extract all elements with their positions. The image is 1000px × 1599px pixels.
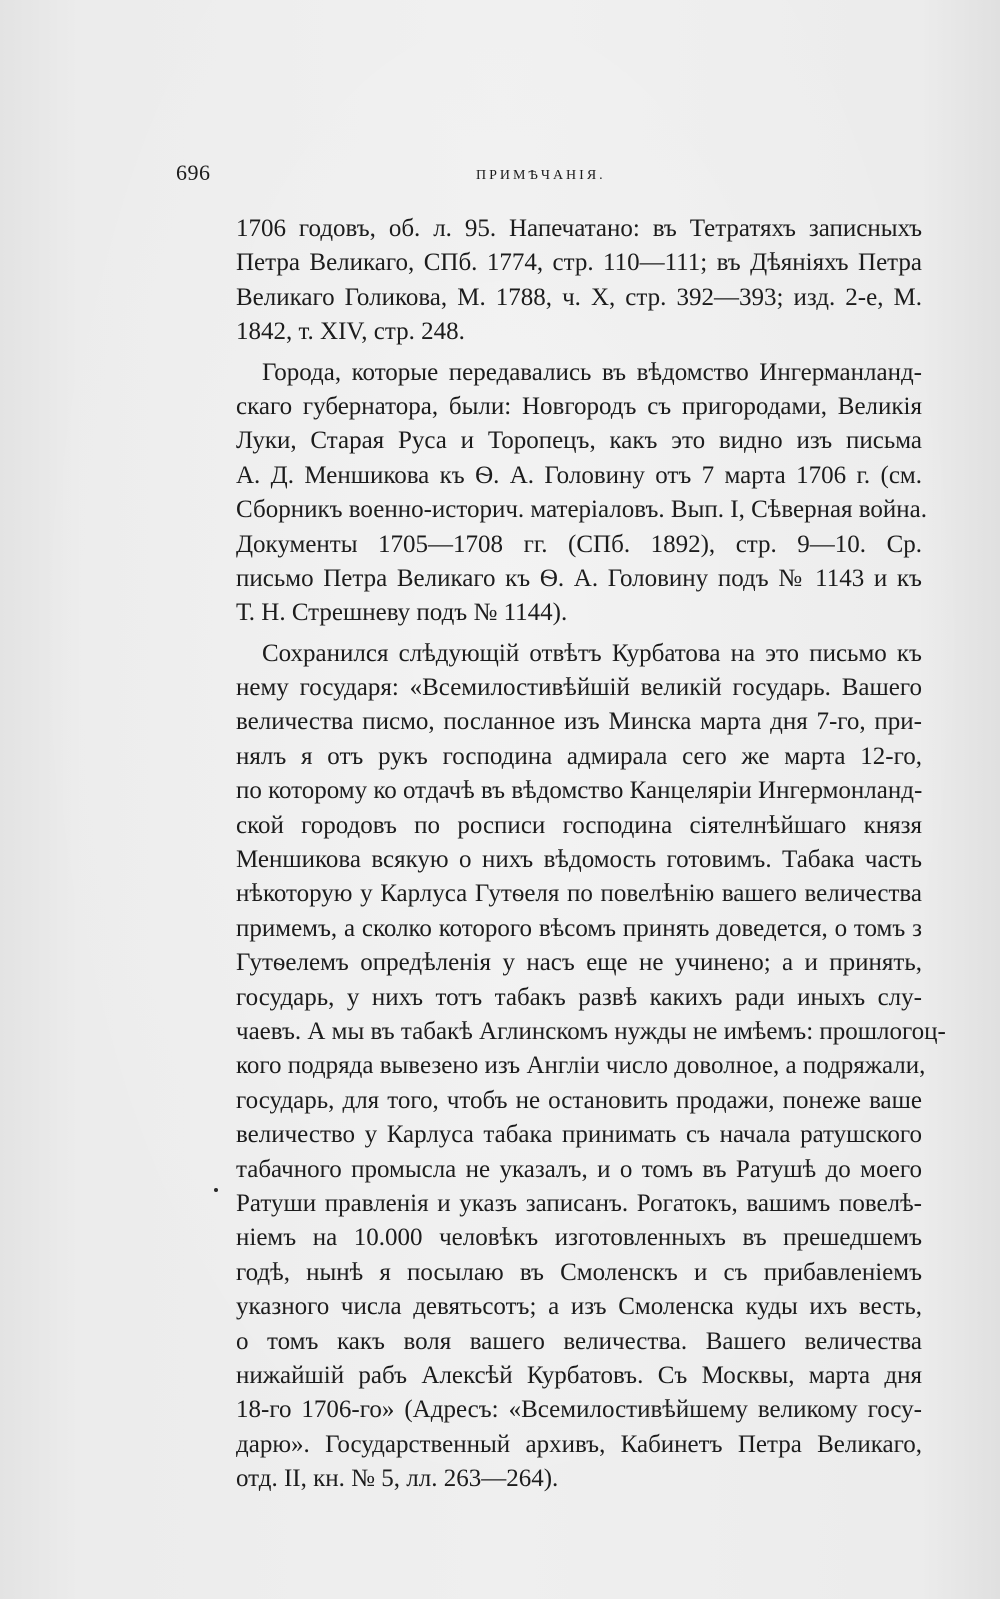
text-line: государь, для того, чтобъ не остановить продажи, понеже ваше <box>236 1086 922 1114</box>
text-line: Сборникъ военно-историч. матеріаловъ. Вып. I, Сѣверная война. <box>236 496 928 524</box>
text-line: примемъ, а сколко которого вѣсомъ принять доведется, о томъ з <box>236 914 922 942</box>
text-line: отд. II, кн. № 5, лл. 263—264). <box>236 1465 559 1493</box>
text-line: письмо Петра Великаго къ Ѳ. А. Головину подъ № 1143 и къ <box>236 564 922 592</box>
text-line: 1706 годовъ, об. л. 95. Напечатано: въ Тетратяхъ записныхъ <box>236 215 922 242</box>
text-line: Великаго Голикова, М. 1788, ч. X, стр. 392—393; изд. 2-е, М. <box>236 283 922 311</box>
text-line: нижайшій рабъ Алексѣй Курбатовъ. Съ Москвы, марта дня <box>236 1361 922 1389</box>
text-line: чаевъ. А мы въ табакѣ Аглинскомъ нужды не имѣемъ: прошлогоц- <box>236 1017 946 1045</box>
text-line: табачного промысла не указалъ, и о томъ въ Ратушѣ до моего <box>236 1155 922 1183</box>
text-line: указного числа девятьсотъ; а изъ Смоленска куды ихъ весть, <box>236 1293 922 1321</box>
text-line: государь, у нихъ тотъ табакъ развѣ какихъ ради иныхъ слу- <box>236 983 922 1011</box>
paragraph <box>236 212 922 350</box>
paragraph <box>236 637 946 1497</box>
text-line: Сохранился слѣдующій отвѣтъ Курбатова на это письмо къ <box>262 639 922 667</box>
text-line: величество у Карлуса табака принимать съ начала ратушского <box>236 1121 922 1149</box>
text-line: нѣкоторую у Карлуса Гутѳеля по повелѣнію вашего величества <box>236 880 922 908</box>
text-line: нялъ я отъ рукъ господина адмирала сего же марта 12-го, <box>236 742 922 770</box>
running-title: ПРИМѢЧАНІЯ. <box>476 168 606 183</box>
text-line: дарю». Государственный архивъ, Кабинетъ Петра Великаго, <box>236 1430 922 1458</box>
text-line: Луки, Старая Руса и Торопецъ, какъ это видно изъ письма <box>236 427 922 455</box>
text-line: Ратуши правленія и указъ записанъ. Рогатокъ, вашимъ повелѣ- <box>236 1189 922 1217</box>
text-line: 18-го 1706-го» (Адресъ: «Всемилостивѣйшему великому госу- <box>236 1396 922 1424</box>
text-line: нему государя: «Всемилостивѣйшій великій государь. Вашего <box>236 674 922 702</box>
text-line: скаго губернатора, были: Новгородъ съ пригородами, Великія <box>236 392 922 420</box>
body-text <box>236 212 946 1496</box>
text-line: величества писмо, посланное изъ Минска марта дня 7-го, при- <box>236 708 922 736</box>
text-line: годѣ, нынѣ я посылаю въ Смоленскъ и съ прибавленіемъ <box>236 1258 922 1286</box>
text-line: Т. Н. Стрешневу подъ № 1144). <box>236 599 568 627</box>
text-line: Документы 1705—1708 гг. (СПб. 1892), стр. 9—10. Ср. <box>236 530 922 558</box>
text-line: о томъ какъ воля вашего величества. Вашего величества <box>236 1327 922 1355</box>
text-line: Города, которые передавались въ вѣдомство Ингерманланд- <box>262 358 922 386</box>
text-line: ніемъ на 10.000 человѣкъ изготовленныхъ въ прешедшемъ <box>236 1224 922 1252</box>
text-line: 1842, т. XIV, стр. 248. <box>236 318 465 346</box>
ink-speck <box>214 1188 218 1192</box>
text-line: по которому ко отдачѣ въ вѣдомство Канцеляріи Ингермонланд- <box>236 777 923 805</box>
text-line: Гутѳелемъ опредѣленія у насъ еще не учинено; а и принять, <box>236 949 922 977</box>
text-line: кого подряда вывезено изъ Англіи число доволное, а подряжали, <box>236 1052 926 1080</box>
paragraph <box>236 356 928 631</box>
text-line: ской городовъ по росписи господина сіятелнѣйшаго князя <box>236 811 922 839</box>
text-line: А. Д. Меншикова къ Ѳ. А. Головину отъ 7 марта 1706 г. (см. <box>236 461 922 489</box>
page-number: 696 <box>176 160 211 185</box>
text-line: Меншикова всякую о нихъ вѣдомость готовимъ. Табака часть <box>236 846 922 874</box>
text-line: Петра Великаго, СПб. 1774, стр. 110—111; въ Дѣяніяхъ Петра <box>236 249 922 277</box>
page-header <box>176 160 920 190</box>
